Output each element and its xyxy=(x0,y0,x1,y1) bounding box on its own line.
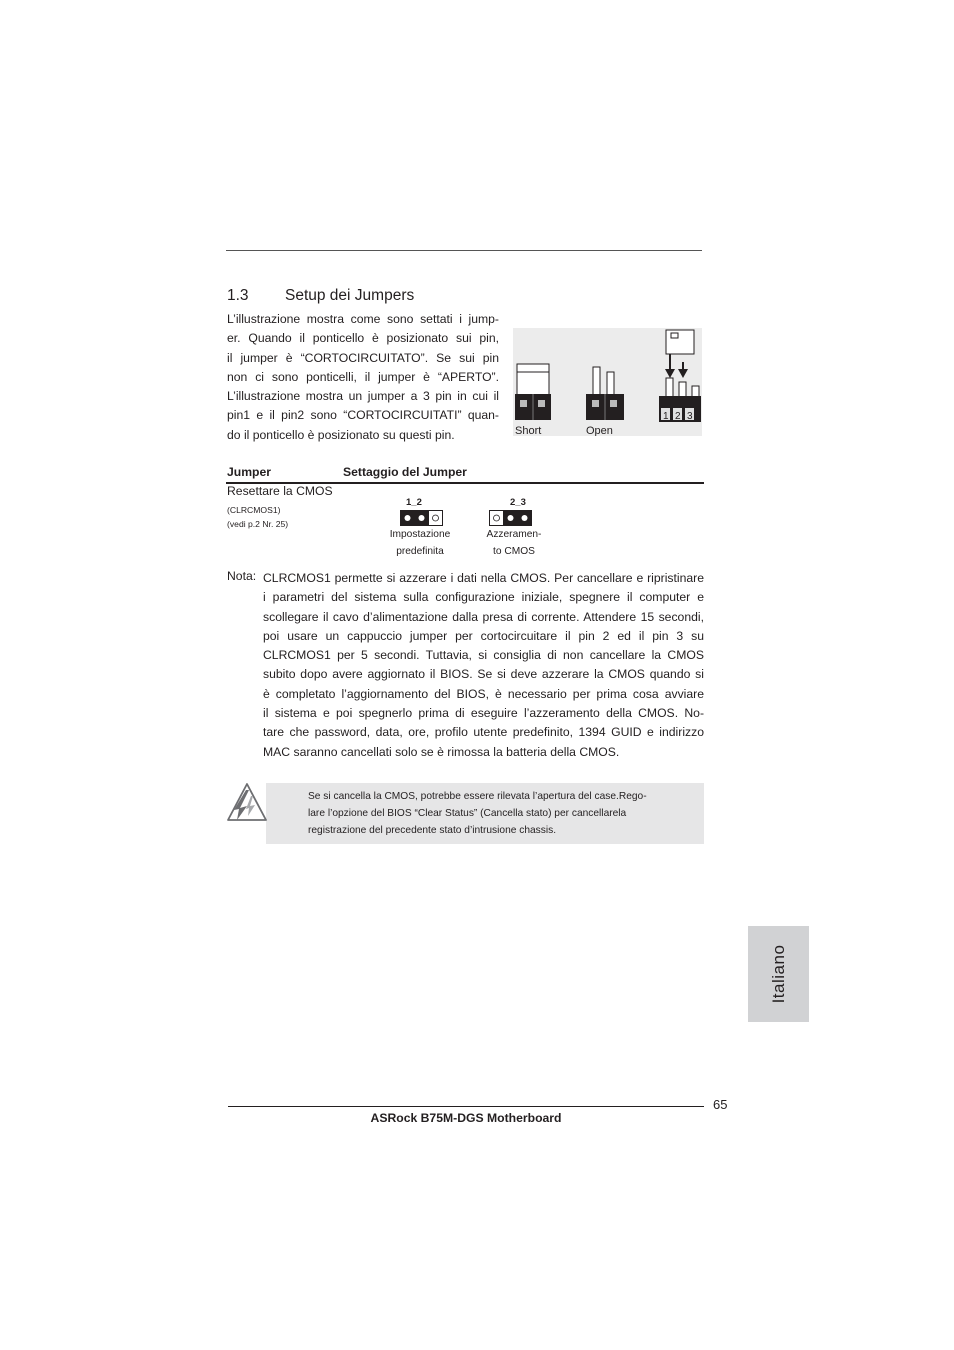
section-title: Setup dei Jumpers xyxy=(285,287,415,304)
setting2-caption xyxy=(474,527,554,560)
jumper-illustration xyxy=(513,328,702,436)
open-label: Open xyxy=(586,425,613,436)
setting2-pins: 2_3 xyxy=(510,497,526,508)
setting1-caption xyxy=(380,527,460,560)
warning-line: lare l’opzione del BIOS “Clear Status” (Cancella stato) per cancellarela xyxy=(308,808,627,819)
setting1-pins: 1_2 xyxy=(406,497,422,508)
intro-line: non ci sono ponticelli, il jumper è “APERTO”. xyxy=(227,369,499,384)
jumper-1-2-shorted-icon xyxy=(400,510,444,526)
warning-text xyxy=(308,788,694,839)
footer-rule xyxy=(228,1106,704,1107)
short-label: Short xyxy=(515,425,542,436)
language-tab-label xyxy=(748,926,809,1022)
intro-line: do il ponticello è posizionato su questi pin. xyxy=(227,427,455,442)
warning-triangle-icon xyxy=(226,782,268,822)
setting2-caption-line2: to CMOS xyxy=(493,545,535,557)
nota-line: tare che password, data, ore, profilo utente predefinito, 1394 GUID e indirizzo xyxy=(263,725,704,740)
row-label: Resettare la CMOS xyxy=(227,484,333,498)
three-pin-jumper xyxy=(659,330,701,422)
short-jumper xyxy=(515,364,551,420)
setting1-caption-line2: predefinita xyxy=(396,545,444,557)
warning-line: registrazione del precedente stato d’intrusione chassis. xyxy=(308,825,557,836)
table-header-setting: Settaggio del Jumper xyxy=(343,465,467,479)
pin-label-3: 3 xyxy=(687,411,693,422)
setting1-caption-line1: Impostazione xyxy=(389,529,451,540)
nota-line: CLRCMOS1 permette si azzerare i dati nella CMOS. Per cancellare e ripristinare xyxy=(263,571,704,585)
nota-line: poi usare un cappuccio jumper per cortocircuitare il pin 2 ed il pin 3 su xyxy=(263,628,704,643)
intro-line: L’illustrazione mostra un jumper a 3 pin in cui il xyxy=(227,389,499,404)
pin-label-1: 1 xyxy=(663,411,669,422)
nota-line: subito dopo avere aggiornato il BIOS. Se si deve azzerare la CMOS quando si xyxy=(263,667,704,682)
nota-line: è completato l’aggiornamento del BIOS, è necessario per prima cosa avviare xyxy=(263,686,704,701)
nota-line: CLRCMOS1 per 5 secondi. Tuttavia, si consiglia di non cancellare la CMOS xyxy=(263,648,704,663)
table-header-jumper: Jumper xyxy=(227,465,272,479)
footer-title: ASRock B75M-DGS Motherboard xyxy=(370,1111,562,1125)
warning-line: Se si cancella la CMOS, potrebbe essere rilevata l’apertura del case.Rego- xyxy=(308,791,647,802)
row-sub-ref: (vedi p.2 Nr. 25) xyxy=(227,519,289,529)
pin-label-2: 2 xyxy=(675,411,681,422)
page-number: 65 xyxy=(713,1097,728,1112)
language-tab-text: Italiano xyxy=(768,944,788,1004)
nota-line: il sistema e poi spegnerlo prima di eseguire l’azzeramento della CMOS. No- xyxy=(263,706,704,721)
intro-paragraph xyxy=(227,310,499,445)
intro-line: il jumper è “CORTOCIRCUITATO”. Se sui pin xyxy=(227,350,499,365)
nota-line: scollegare il cavo d’alimentazione dalla presa di corrente. Attendere 15 secondi, xyxy=(263,609,704,624)
jumper-2-3-shorted-icon xyxy=(489,510,533,526)
nota-label: Nota: xyxy=(227,569,257,583)
nota-paragraph xyxy=(263,569,704,762)
row-sub-clrcmos: (CLRCMOS1) xyxy=(227,505,281,515)
intro-line: L’illustrazione mostra come sono settati i jump- xyxy=(227,312,499,326)
jumper-figure xyxy=(513,328,702,436)
nota-line: i parametri del sistema sulla configurazione iniziale, spegnere il computer e xyxy=(263,590,704,605)
nota-line: MAC saranno cancellati solo se è rimossa la batteria della CMOS. xyxy=(263,744,620,759)
open-jumper xyxy=(586,367,624,420)
intro-line: er. Quando il ponticello è posizionato sui pin, xyxy=(227,331,499,346)
setting2-caption-line1: Azzeramen- xyxy=(486,529,542,540)
intro-line: pin1 e il pin2 sono “CORTOCIRCUITATI” quan- xyxy=(227,408,499,423)
top-rule xyxy=(226,250,702,251)
section-number: 1.3 xyxy=(227,287,249,304)
